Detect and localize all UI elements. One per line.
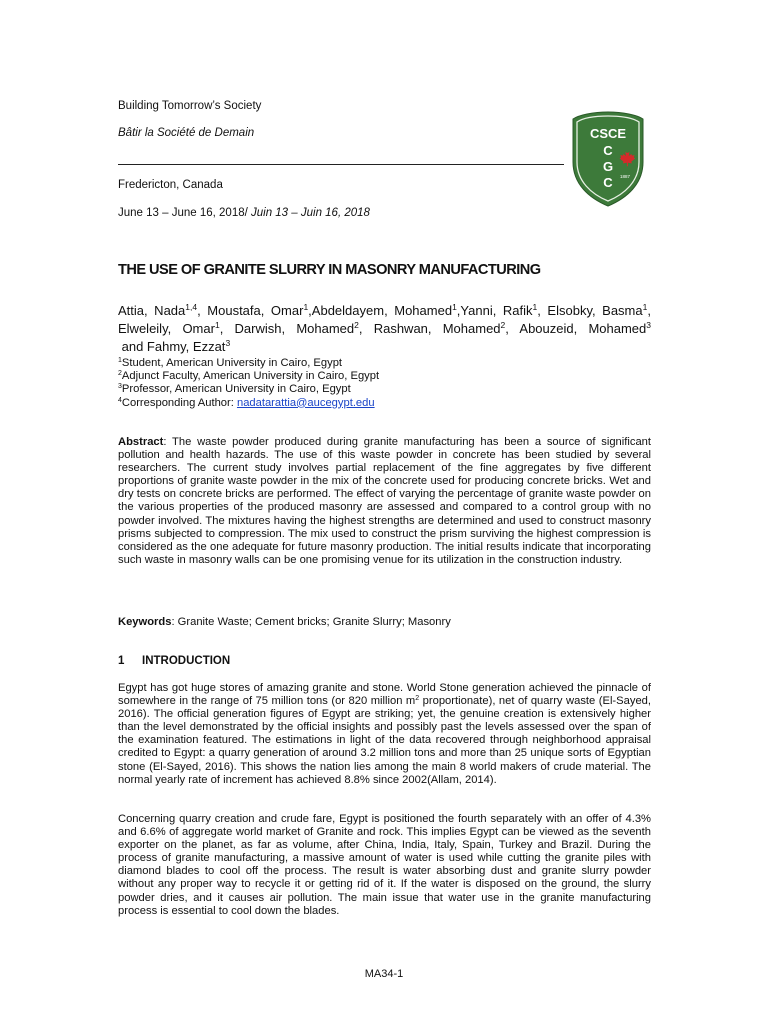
logo-year: 1887: [619, 174, 631, 179]
abstract-text: : The waste powder produced during granite manufacturing has been a source of significant pollution and health hazards. The use of this waste powder in concrete has been studied by several researchers. The current study involves partial replacement of the fine aggregates by five different proportions of granite waste powder in the mix of the concrete used for producing concrete bricks. Wet and dry tests on concrete bricks are performed. The effect of varying the percentage of granite waste powder on the various properties of the produced masonry are assessed and compared to a control group with no powder involved. The mixtures having the highest strengths are determined and used to construct masonry prisms subjected to compression. The mix used to construct the prism surviving the highest compression is considered as the one adequate for future masonry production. The initial results indicate that incorporating such waste in masonry walls can be one promising venue for its utilization in the construction industry.: [118, 436, 651, 566]
author: Elweleily, Omar$^1$,: [118, 319, 235, 336]
conference-dates: [118, 207, 370, 219]
dates-en: June 13 – June 16, 2018/: [118, 207, 251, 219]
author: Darwish, Mohamed$^2$,: [234, 319, 374, 336]
affiliation-item: $^3$Professor, American University in Cairo, Egypt: [118, 383, 351, 396]
keywords: [118, 616, 651, 629]
conference-name-en: Building Tomorrow’s Society: [118, 100, 262, 112]
keywords-label: Keywords: [118, 616, 172, 628]
dates-fr: Juin 13 – Juin 16, 2018: [251, 207, 370, 219]
author: Elsobky, Basma$^1$,: [547, 302, 651, 318]
abstract: [118, 436, 651, 567]
author: Abdeldayem, Mohamed$^1$,: [311, 302, 461, 318]
logo-text-top: CSCE: [589, 126, 627, 141]
page-number: MA34-1: [364, 968, 404, 980]
logo-letter-3: C: [603, 175, 613, 190]
author: Yanni, Rafik$^1$,: [460, 302, 548, 318]
author: Fahmy, Ezzat$^3$: [146, 337, 231, 354]
csce-logo: [571, 110, 645, 208]
author: Attia, Nada$^{1,4}$,: [118, 302, 208, 318]
paper-title: THE USE OF GRANITE SLURRY IN MASONRY MANUFACTURING: [118, 262, 541, 278]
logo-letter-2: G: [602, 159, 614, 174]
author: Abouzeid, Mohamed$^3$ and: [118, 319, 651, 354]
affiliation-list: [118, 357, 651, 410]
logo-letter-1: C: [603, 143, 613, 158]
conference-name-fr: Bâtir la Société de Demain: [118, 127, 255, 139]
author-list: [118, 302, 651, 355]
affiliation-item: $^4$Corresponding Author: nadatarattia@aucegypt.edu: [118, 396, 375, 409]
author-email-link[interactable]: nadatarattia@aucegypt.edu: [236, 396, 375, 409]
affiliation-item: $^1$Student, American University in Cairo, Egypt: [118, 357, 343, 369]
intro-paragraph-1: Egypt has got huge stores of amazing granite and stone. World Stone generation achieved the pinnacle of somewhere in the range of 75 million tons (or 820 million $m^2$ proportionate), net of quarry waste (El-Sayed, 2016). The official generation figures of Egypt are striking; yet, the genuine creation is extensively higher than the level demonstrated by the official insights and possibly past the levels assessed over the span of the examination featured. The estimations in light of the data recovered through neighborhood appraisal credited to Egypt: a quarry generation of around 3.2 million tons and more than 25 unique sorts of Egyptian stone (El-Sayed, 2016). This shows the nation lies among the main 8 world makers of crude material. The normal yearly rate of increment has achieved 8.8% since 2002(Allam, 2014).: [118, 682, 651, 786]
affiliation-item: $^2$Adjunct Faculty, American University in Cairo, Egypt: [118, 370, 380, 383]
author: Moustafa, Omar$^1$,: [207, 302, 312, 318]
section-title: INTRODUCTION: [142, 655, 231, 667]
keywords-text: : Granite Waste; Cement bricks; Granite Slurry; Masonry: [171, 616, 451, 628]
section-heading-introduction: [118, 655, 230, 667]
intro-paragraph-2: Concerning quarry creation and crude fare, Egypt is positioned the fourth separately with an offer of 4.3% and 6.6% of aggregate world market of Granite and rock. This implies Egypt can be viewed as the seventh exporter on the planet, as far as volume, after China, India, Italy, Spain, Turkey and Brazil. During the process of granite manufacturing, a massive amount of water is used while cutting the granite piles with diamond blades to cool off the process. The result is water absorbing dust and granite slurry powder without any proper way to recycle it or getting rid of it. If the water is disposed on the ground, the slurry powder dries, and it causes air pollution. The main issue that water use in the granite manufacturing process is essential to cool down the blades.: [118, 813, 651, 917]
section-number: 1: [118, 655, 125, 667]
header-rule: [118, 164, 564, 165]
abstract-label: Abstract: [118, 436, 164, 448]
author: Rashwan, Mohamed$^2$,: [373, 319, 520, 336]
conference-location: Fredericton, Canada: [118, 179, 223, 191]
